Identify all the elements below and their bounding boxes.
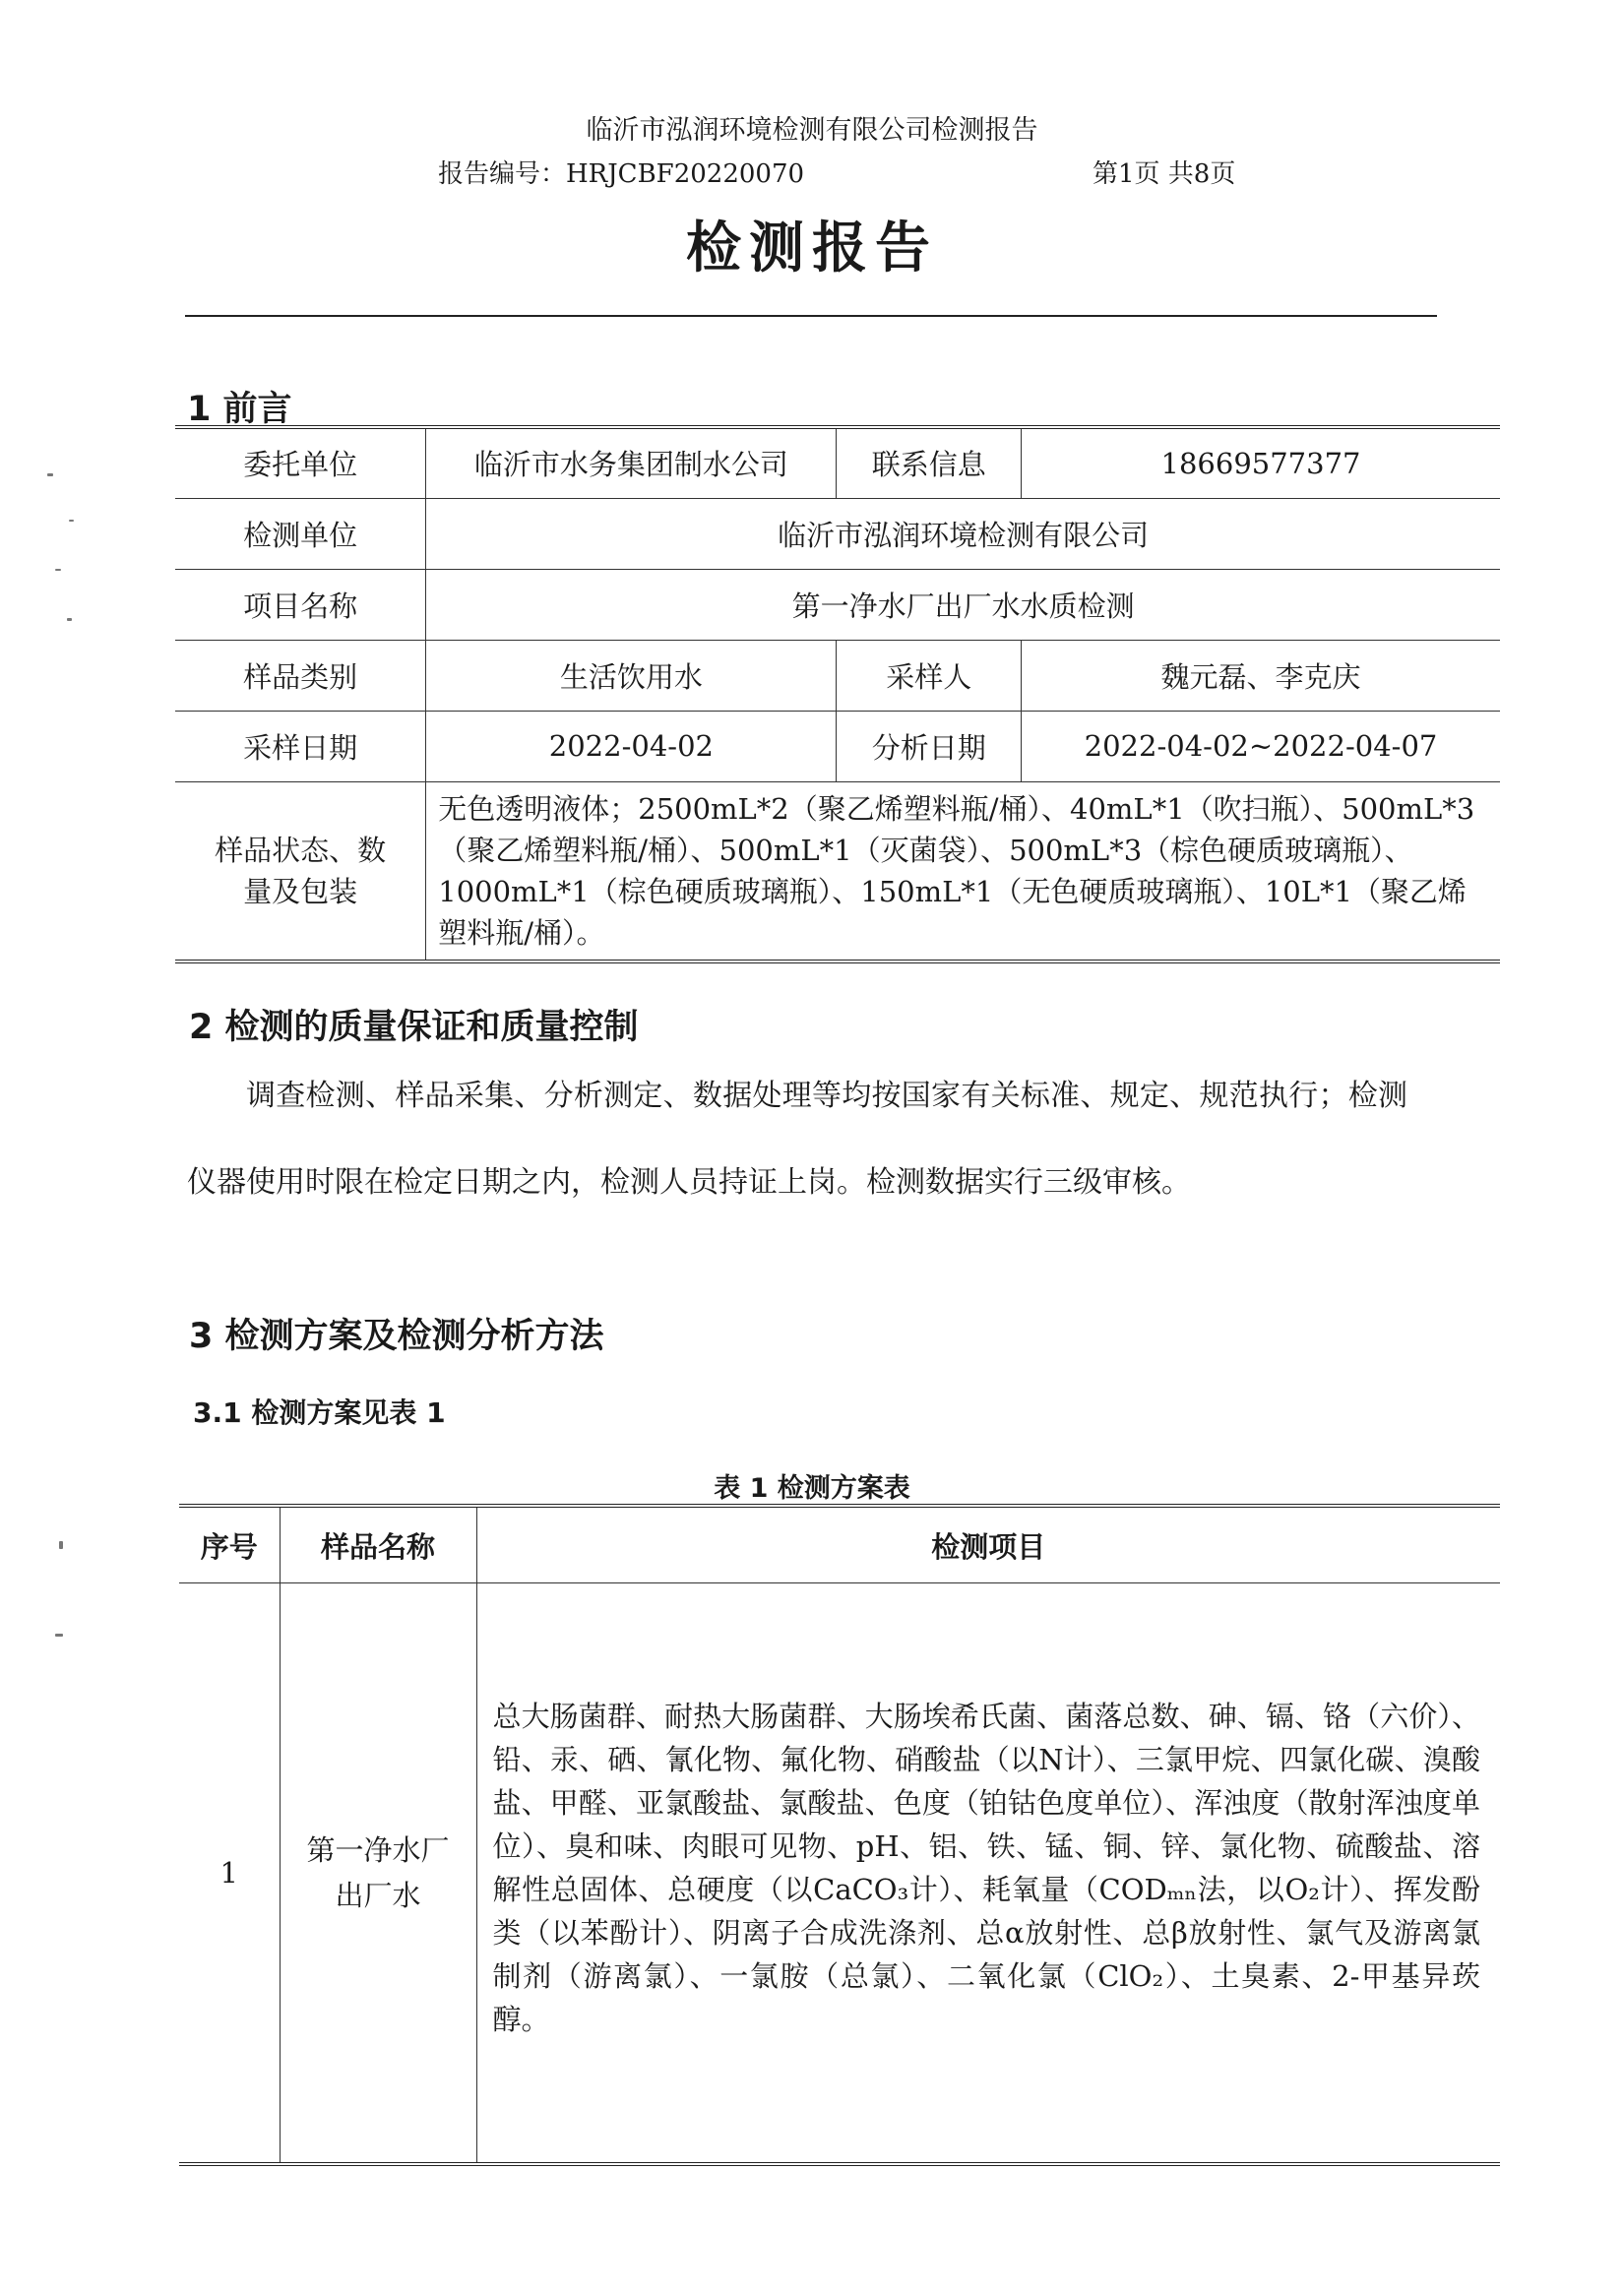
test-items: 总大肠菌群、耐热大肠菌群、大肠埃希氏菌、菌落总数、砷、镉、铬（六价）、铅、汞、硒、氰化物、氟化物、硝酸盐（以N计）、三氯甲烷、四氯化碳、溴酸盐、甲醛、亚氯酸盐、氯酸盐、色度（铂钴色度单位）、浑浊度（散射浑浊度单位）、臭和味、肉眼可见物、pH、铝、铁、锰、铜、锌、氯化物、硫酸盐、溶解性总固体、总硬度（以CaCO₃计）、耗氧量（CODₘₙ法，以O₂计）、挥发酚类（以苯酚计）、阴离子合成洗涤剂、总α放射性、总β放射性、氯气及游离氯制剂（游离氯）、一氯胺（总氯）、二氧化氯（ClO₂）、土臭素、2-甲基异莰醇。 [476, 1583, 1500, 2165]
table-row [175, 498, 1500, 569]
lab-label: 检测单位 [175, 498, 426, 569]
plan-table [179, 1504, 1500, 2166]
sample-type-value: 生活饮用水 [426, 640, 837, 711]
scan-speck [69, 520, 74, 522]
sample-date-value: 2022-04-02 [426, 711, 837, 781]
page-indicator: 第1页 共8页 [1093, 159, 1236, 189]
sample-state-label: 样品状态、数量及包装 [175, 781, 426, 961]
client-label: 委托单位 [175, 427, 426, 498]
table-header-row [179, 1506, 1500, 1583]
analysis-date-value: 2022-04-02~2022-04-07 [1022, 711, 1500, 781]
table-row [179, 1583, 1500, 2165]
row-number: 1 [179, 1583, 280, 2165]
sampler-value: 魏元磊、李克庆 [1022, 640, 1500, 711]
sample-name: 第一净水厂出厂水 [280, 1583, 476, 2165]
overview-table [175, 425, 1500, 963]
client-value: 临沂市水务集团制水公司 [426, 427, 837, 498]
table-row [175, 569, 1500, 640]
scan-speck [59, 1541, 63, 1549]
column-header-no: 序号 [179, 1506, 280, 1583]
analysis-date-label: 分析日期 [837, 711, 1022, 781]
column-header-items: 检测项目 [476, 1506, 1500, 1583]
sample-type-label: 样品类别 [175, 640, 426, 711]
scan-speck [55, 569, 61, 571]
column-header-sample: 样品名称 [280, 1506, 476, 1583]
scan-speck [55, 1634, 63, 1637]
table-row [175, 427, 1500, 498]
sample-date-label: 采样日期 [175, 711, 426, 781]
section-1-heading: 1 前言 [187, 390, 292, 429]
contact-label: 联系信息 [837, 427, 1022, 498]
document-title: 检测报告 [686, 217, 938, 280]
report-number: 报告编号：HRJCBF20220070 [438, 159, 805, 189]
report-header-company: 临沂市泓润环境检测有限公司检测报告 [586, 115, 1038, 146]
sampler-label: 采样人 [837, 640, 1022, 711]
title-divider [185, 315, 1437, 317]
project-value: 第一净水厂出厂水水质检测 [426, 569, 1500, 640]
table-row [175, 640, 1500, 711]
scan-speck [67, 618, 72, 621]
contact-value: 18669577377 [1022, 427, 1500, 498]
table-row [175, 711, 1500, 781]
sample-state-value: 无色透明液体；2500mL*2（聚乙烯塑料瓶/桶）、40mL*1（吹扫瓶）、500mL*3（聚乙烯塑料瓶/桶）、500mL*1（灭菌袋）、500mL*3（棕色硬质玻璃瓶）、1000mL*1（棕色硬质玻璃瓶）、150mL*1（无色硬质玻璃瓶）、10L*1（聚乙烯塑料瓶/桶）。 [426, 781, 1500, 961]
scan-speck [47, 473, 53, 476]
section-3-heading: 3 检测方案及检测分析方法 [189, 1317, 604, 1356]
lab-value: 临沂市泓润环境检测有限公司 [426, 498, 1500, 569]
table-row [175, 781, 1500, 961]
section-3-1-heading: 3.1 检测方案见表 1 [193, 1396, 446, 1429]
table-caption: 表 1 检测方案表 [714, 1473, 910, 1504]
section-2-heading: 2 检测的质量保证和质量控制 [189, 1008, 639, 1047]
quality-paragraph: 调查检测、样品采集、分析测定、数据处理等均按国家有关标准、规定、规范执行；检测仪器使用时限在检定日期之内，检测人员持证上岗。检测数据实行三级审核。 [187, 1079, 1407, 1200]
project-label: 项目名称 [175, 569, 426, 640]
